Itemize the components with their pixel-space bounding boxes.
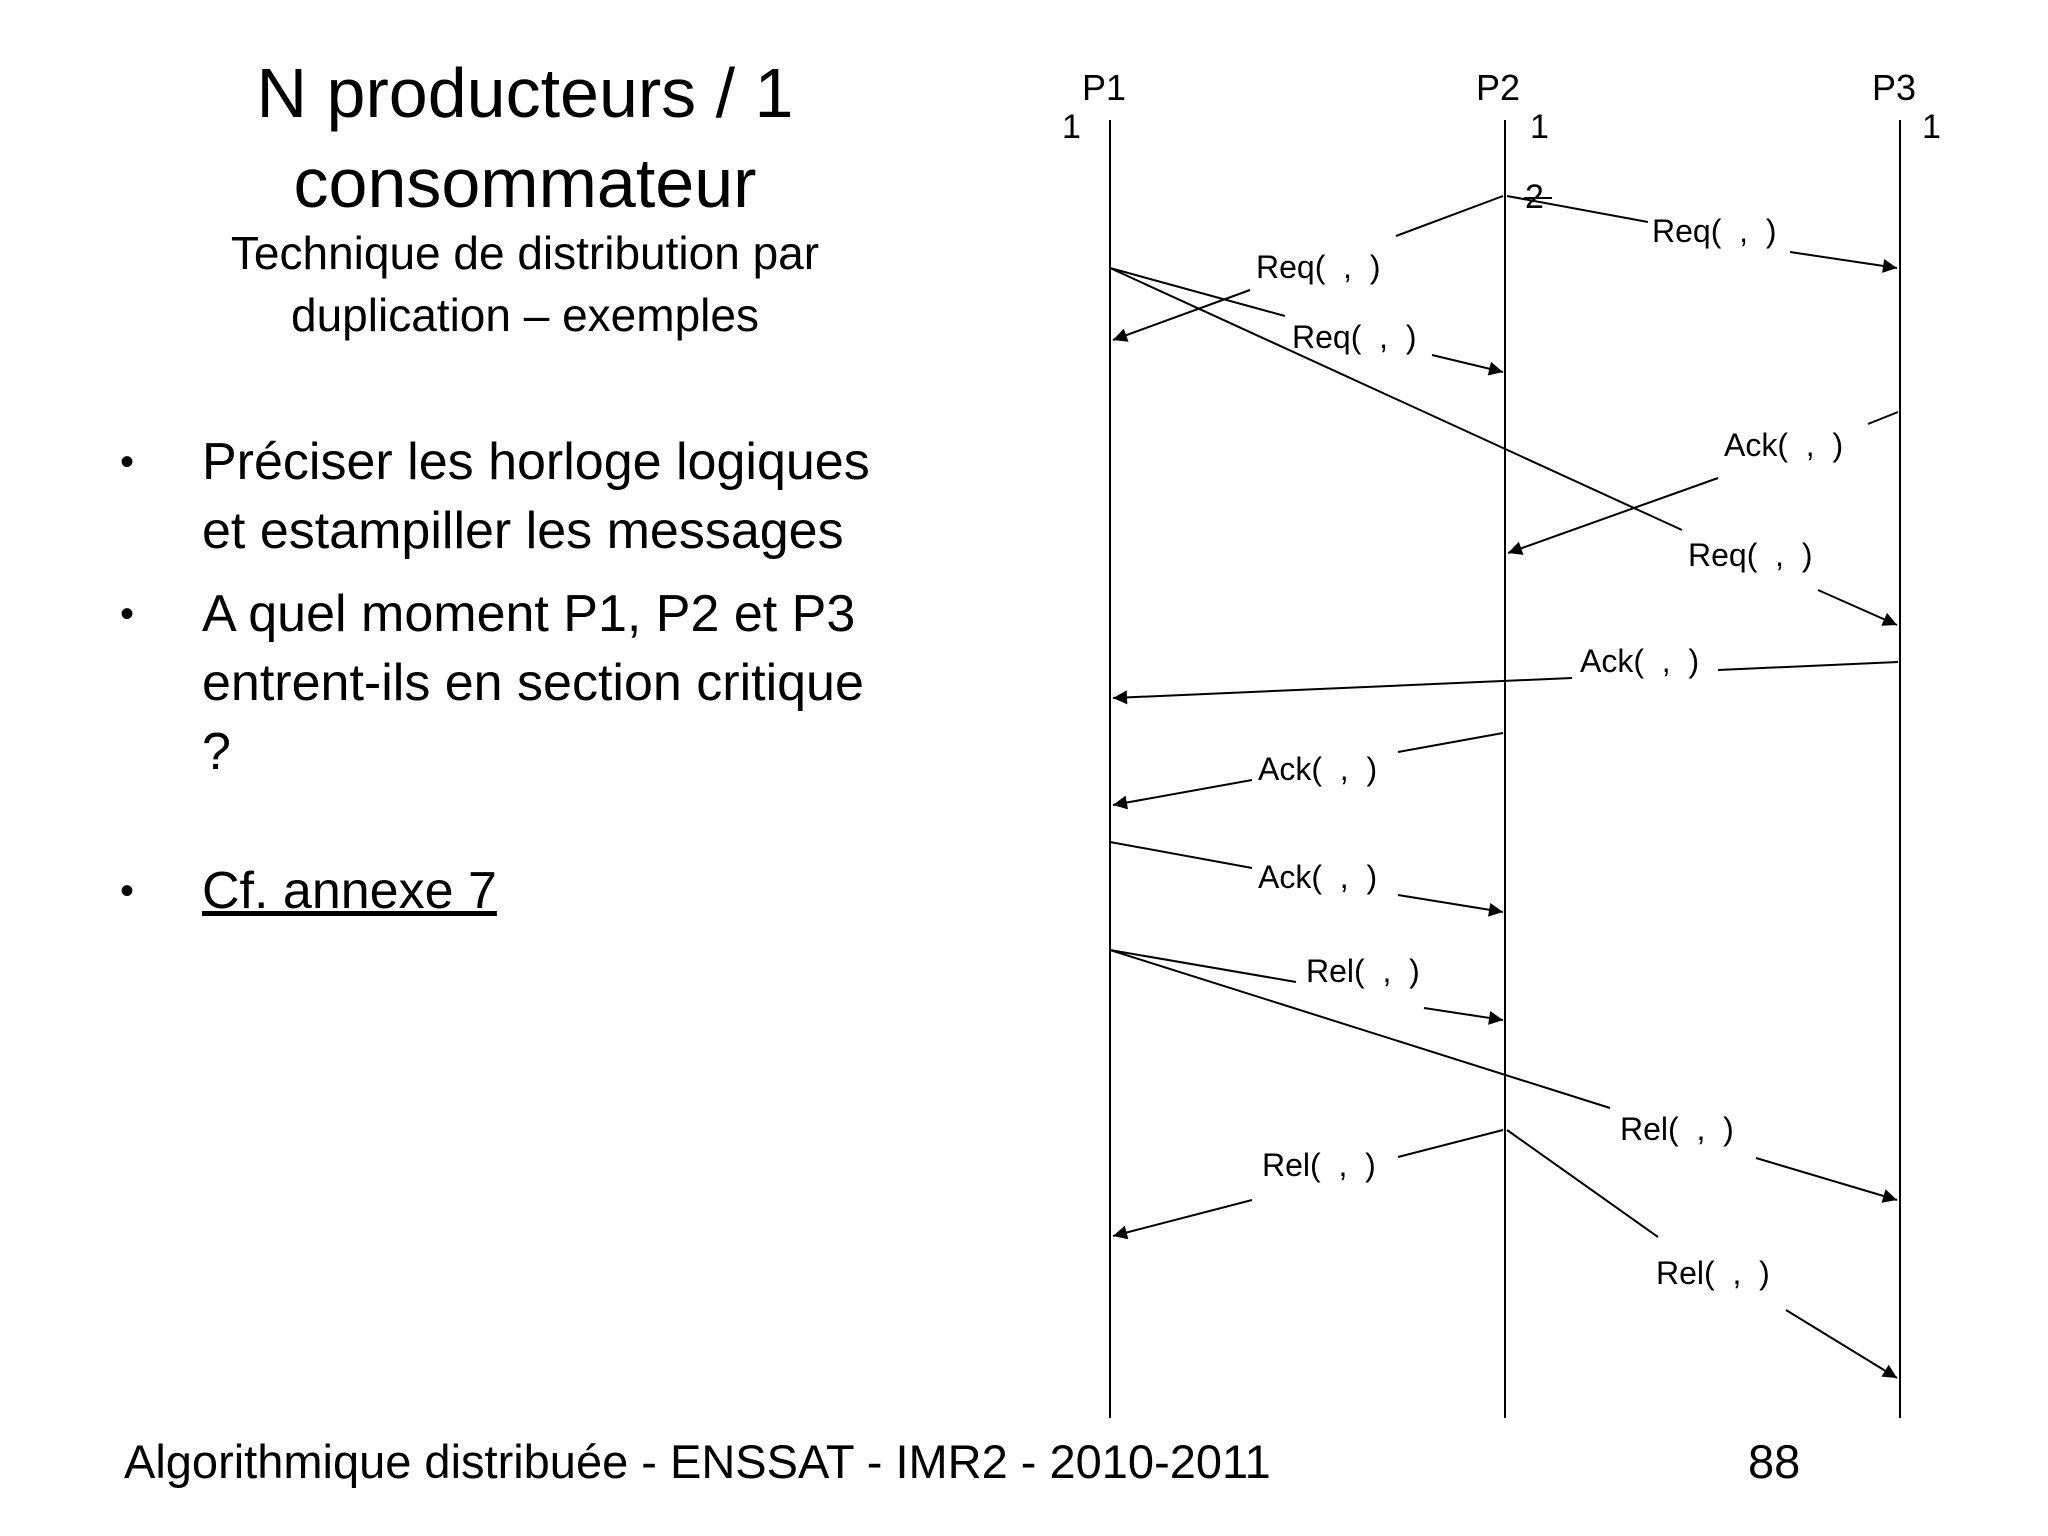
page-number: 88 bbox=[1748, 1435, 1801, 1488]
message-label: Req( , ) bbox=[1292, 319, 1417, 355]
message-arrow bbox=[1790, 252, 1897, 268]
message-arrow bbox=[1508, 478, 1718, 553]
message-arrow bbox=[1786, 1310, 1897, 1378]
message-arrow bbox=[1756, 1158, 1897, 1200]
message-arrow bbox=[1113, 1200, 1252, 1236]
process-label-p2: P2 bbox=[1476, 67, 1521, 108]
message-label: Rel( , ) bbox=[1620, 1111, 1734, 1147]
message-arrow bbox=[1113, 678, 1572, 698]
message-label: Rel( , ) bbox=[1306, 953, 1420, 989]
message-arrow bbox=[1424, 1008, 1503, 1020]
process-label-p1: P1 bbox=[1082, 67, 1127, 108]
message-arrow bbox=[1110, 268, 1682, 530]
message-arrow bbox=[1398, 733, 1503, 752]
bullet-text: Préciser les horloge logiques et estampiller les messages bbox=[202, 433, 870, 560]
bullet-dot-icon: • bbox=[120, 592, 135, 636]
message-label: Ack( , ) bbox=[1258, 751, 1378, 787]
message-label: Req( , ) bbox=[1688, 537, 1813, 573]
initial-clock-p1: 1 bbox=[1062, 108, 1081, 146]
message-label: Ack( , ) bbox=[1258, 859, 1378, 895]
initial-clock-p2: 1 bbox=[1530, 108, 1549, 146]
slide-subtitle: Technique de distribution par duplication – exemples bbox=[230, 227, 820, 341]
message-arrow bbox=[1398, 1130, 1503, 1157]
bullet-dot-icon: • bbox=[120, 440, 135, 484]
message-arrow bbox=[1398, 895, 1503, 912]
message-label: Ack( , ) bbox=[1580, 643, 1700, 679]
bullet-dot-icon: • bbox=[120, 869, 135, 913]
message-label: Rel( , ) bbox=[1262, 1147, 1376, 1183]
footer-course: Algorithmique distribuée - ENSSAT - IMR2 - 2010-2011 bbox=[124, 1435, 1271, 1488]
message-arrow bbox=[1868, 412, 1898, 424]
message-arrow bbox=[1113, 780, 1252, 805]
message-label: Req( , ) bbox=[1652, 213, 1777, 249]
message-label: Ack( , ) bbox=[1724, 427, 1844, 463]
annex-link[interactable]: Cf. annexe 7 bbox=[202, 862, 497, 920]
message-arrow bbox=[1113, 290, 1250, 340]
initial-clock-p3: 1 bbox=[1922, 108, 1941, 146]
message-arrow bbox=[1396, 196, 1503, 236]
process-label-p3: P3 bbox=[1872, 67, 1917, 108]
slide-title: N producteurs / 1 consommateur bbox=[256, 54, 794, 222]
message-label: Rel( , ) bbox=[1656, 1255, 1770, 1291]
message-arrow bbox=[1110, 950, 1296, 982]
message-arrow bbox=[1110, 842, 1252, 868]
message-arrow bbox=[1432, 355, 1503, 372]
message-arrow bbox=[1818, 590, 1897, 625]
message-label: Req( , ) bbox=[1256, 249, 1381, 285]
bullet-text: A quel moment P1, P2 et P3 entrent-ils en section critique ? bbox=[202, 585, 864, 781]
clock-mark-p2: 2 bbox=[1525, 178, 1544, 216]
message-arrow bbox=[1718, 662, 1898, 670]
